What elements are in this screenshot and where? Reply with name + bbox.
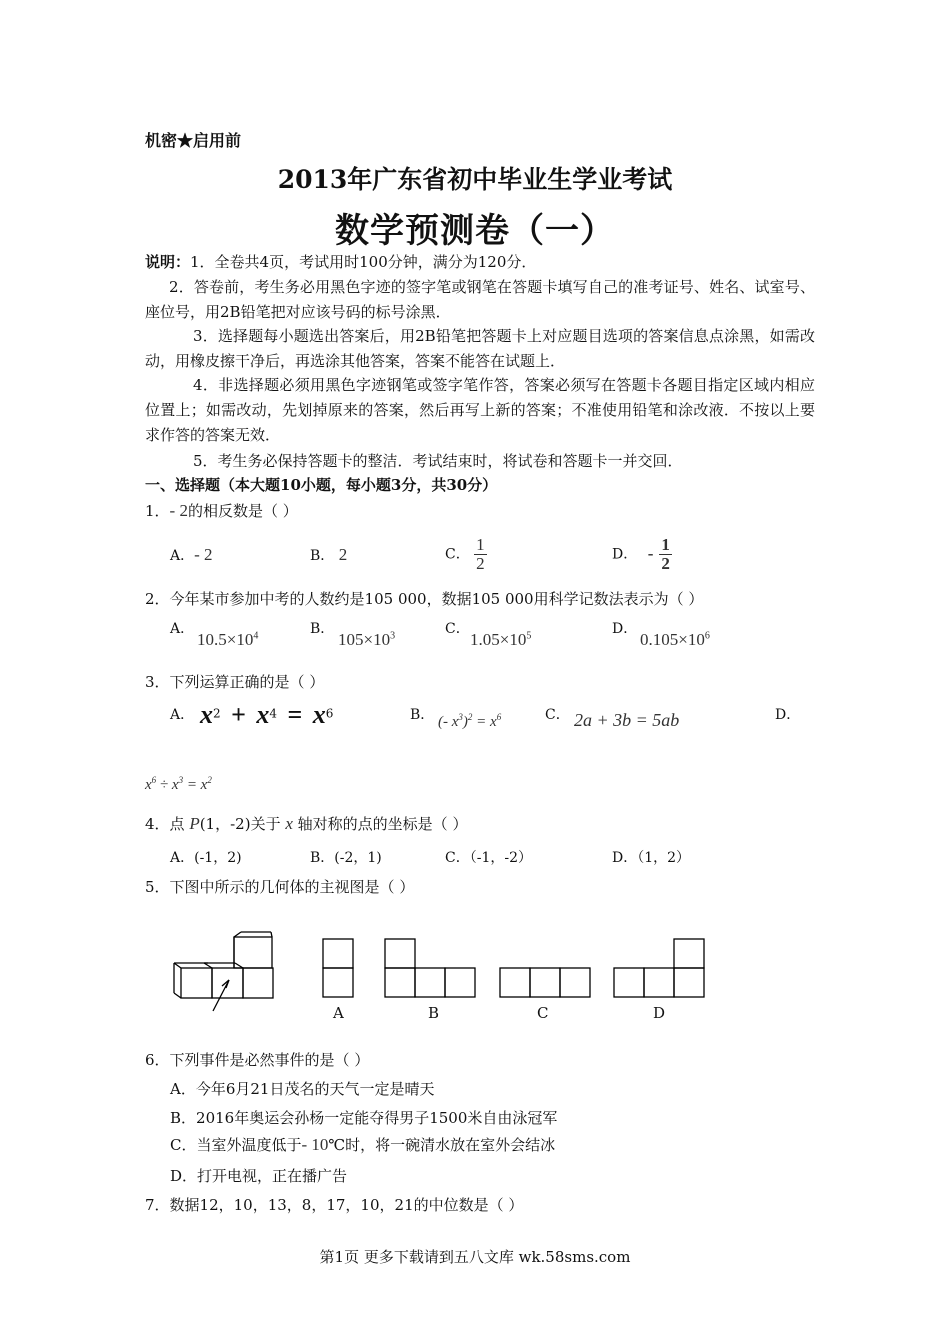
q4-option-c: C．（-1，-2） xyxy=(445,850,532,866)
q5-option-a-view xyxy=(323,939,353,997)
question-3: 3．下列运算正确的是（ ） xyxy=(145,673,325,691)
q3-option-a: $x^2 + x^4 = x^6$ xyxy=(200,700,334,729)
section-1-title: 一、选择题（本大题10小题，每小题3分，共30分） xyxy=(145,476,498,494)
instruction-5: 5．考生务必保持答题卡的整洁．考试结束时，将试卷和答题卡一并交回． xyxy=(193,452,683,470)
q2-option-c-label: C． xyxy=(445,621,470,637)
q5-label-c: C xyxy=(537,1004,549,1022)
q2-option-d: $0.105\times 10^6$ xyxy=(640,630,710,649)
q1-option-d: D． - $\frac{1}{2}$ xyxy=(612,535,670,573)
q5-label-b: B xyxy=(428,1004,440,1022)
q6-option-c: C．当室外温度低于- 10℃时，将一碗清水放在室外会结冰 xyxy=(170,1135,556,1154)
instruction-2: 2．答卷前，考生务必用黑色字迹的签字笔或钢笔在答题卡填写自己的准考证号、姓名、试室号、座位号，用2B铅笔把对应该号码的标号涂黑． xyxy=(145,278,815,321)
q6-option-a: A．今年6月21日茂名的天气一定是晴天 xyxy=(170,1080,435,1098)
q2-option-d-label: D． xyxy=(612,621,638,637)
q2-option-b: $105\times 10^3$ xyxy=(338,630,396,649)
q5-label-a: A xyxy=(333,1004,344,1022)
q5-option-b-view xyxy=(385,939,475,997)
q1-number: 1． xyxy=(145,502,170,520)
question-1 xyxy=(145,500,298,521)
q6-option-d: D．打开电视，正在播广告 xyxy=(170,1167,348,1185)
exam-subtitle: 数学预测卷（一） xyxy=(335,211,615,251)
q2-option-a: $10.5\times 10^4$ xyxy=(197,630,259,649)
q3-option-a-label: A． xyxy=(170,707,195,723)
q2-option-a-label: A． xyxy=(170,621,195,637)
instruction-4: 4．非选择题必须用黑色字迹钢笔或签字笔作答，答案必须写在答题卡各题目指定区域内相应位置上；如需改动，先划掉原来的答案，然后再写上新的答案；不准使用铅笔和涂改液．不按以上要求作答的答案无效． xyxy=(145,376,815,444)
question-4: 4．点 P(1，-2)关于 x 轴对称的点的坐标是（ ） xyxy=(145,814,468,833)
q3-option-c-label: C． xyxy=(545,707,570,723)
q1-c-fraction: $\frac{1}{2}$ xyxy=(476,535,485,573)
instruction-1 xyxy=(145,250,815,275)
instruction-3: 3．选择题每小题选出答案后，用2B铅笔把答题卡上对应题目选项的答案信息点涂黑，如需改动，用橡皮擦干净后，再选涂其他答案，答案不能答在试题上． xyxy=(145,327,815,370)
instruction-1-text: 1．全卷共4页，考试用时100分钟，满分为120分． xyxy=(190,253,537,271)
q2-option-b-label: B． xyxy=(310,621,335,637)
page-footer: 第1页 更多下载请到五八文库 wk.58sms.com xyxy=(319,1248,631,1266)
question-5: 5．下图中所示的几何体的主视图是（ ） xyxy=(145,878,415,896)
q6-option-b: B．2016年奥运会孙杨一定能夺得男子1500米自由泳冠军 xyxy=(170,1109,558,1127)
q1-option-a: A．- 2 xyxy=(170,545,213,564)
q1-d-fraction: $\frac{1}{2}$ xyxy=(661,535,670,573)
q5-option-d-view xyxy=(614,939,704,997)
q2-option-c: $1.05\times 10^5$ xyxy=(470,630,532,649)
q3-option-d-label: D． xyxy=(775,707,801,723)
question-6: 6．下列事件是必然事件的是（ ） xyxy=(145,1051,370,1069)
q5-solid-drawing xyxy=(174,932,273,1011)
q1-option-c: C． $\frac{1}{2}$ xyxy=(445,535,485,573)
q3-option-c: 2a + 3b = 5ab xyxy=(574,710,680,730)
confidential-label: 机密★启用前 xyxy=(145,131,242,150)
q3-option-b-label: B． xyxy=(410,707,435,723)
question-2: 2．今年某市参加中考的人数约是105 000，数据105 000用科学记数法表示为（ ） xyxy=(145,590,704,608)
q4-option-b: B．(-2，1) xyxy=(310,850,382,866)
q4-option-d: D．（1，2） xyxy=(612,850,691,866)
q4-option-a: A．(-1，2) xyxy=(170,850,242,866)
q5-label-d: D xyxy=(653,1004,666,1022)
q1-option-b: B． 2 xyxy=(310,545,348,564)
instruction-lead: 说明： xyxy=(145,253,191,271)
q3-option-b: (- $x^3)^2 = x^6$ xyxy=(438,712,502,730)
q3-option-d: $x^6 \div x^3 = x^2$ xyxy=(145,775,212,793)
q1-expression: - 2 xyxy=(169,501,188,520)
q5-figure xyxy=(160,925,720,1020)
q1-text: 的相反数是（ ） xyxy=(187,502,298,520)
q5-option-c-view xyxy=(500,968,590,997)
question-7: 7．数据12，10，13，8，17，10，21的中位数是（ ） xyxy=(145,1196,524,1214)
exam-title: 2013年广东省初中毕业生学业考试 xyxy=(277,165,673,194)
